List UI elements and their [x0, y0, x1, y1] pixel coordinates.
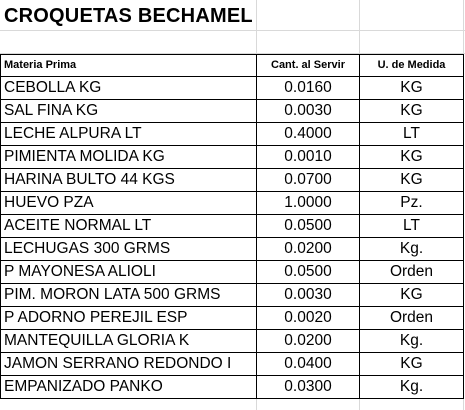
cell-cantidad[interactable]: 0.0020	[257, 307, 360, 330]
table-row	[1, 146, 464, 169]
cell-cantidad[interactable]: 0.0200	[257, 330, 360, 353]
cell-materia-prima[interactable]: MANTEQUILLA GLORIA K	[1, 330, 257, 353]
table-row	[1, 215, 464, 238]
cell-unidad[interactable]: Kg.	[360, 376, 464, 399]
cell-cantidad[interactable]: 0.0500	[257, 261, 360, 284]
sheet-title[interactable]: CROQUETAS BECHAMEL	[4, 5, 253, 27]
cell-cantidad[interactable]: 0.0010	[257, 146, 360, 169]
cell-unidad[interactable]: LT	[360, 123, 464, 146]
cell-unidad[interactable]: KG	[360, 284, 464, 307]
cell-unidad[interactable]: KG	[360, 146, 464, 169]
header-materia-prima[interactable]: Materia Prima	[1, 55, 257, 77]
table-row	[1, 307, 464, 330]
cell-unidad[interactable]: KG	[360, 77, 464, 100]
table-row	[1, 376, 464, 399]
table-row	[1, 238, 464, 261]
cell-cantidad[interactable]: 0.0160	[257, 77, 360, 100]
cell-materia-prima[interactable]: CEBOLLA KG	[1, 77, 257, 100]
cell-cantidad[interactable]: 0.0300	[257, 376, 360, 399]
header-row	[1, 55, 464, 77]
table-row	[1, 100, 464, 123]
cell-materia-prima[interactable]: HUEVO PZA	[1, 192, 257, 215]
cell-unidad[interactable]: Orden	[360, 307, 464, 330]
table-row	[1, 330, 464, 353]
cell-materia-prima[interactable]: LECHUGAS 300 GRMS	[1, 238, 257, 261]
cell-cantidad[interactable]: 0.0400	[257, 353, 360, 376]
cell-cantidad[interactable]: 0.0500	[257, 215, 360, 238]
table-row	[1, 123, 464, 146]
cell-unidad[interactable]: Orden	[360, 261, 464, 284]
cell-materia-prima[interactable]: PIMIENTA MOLIDA KG	[1, 146, 257, 169]
cell-unidad[interactable]: KG	[360, 100, 464, 123]
cell-cantidad[interactable]: 1.0000	[257, 192, 360, 215]
cell-cantidad[interactable]: 0.0030	[257, 284, 360, 307]
cell-materia-prima[interactable]: HARINA BULTO 44 KGS	[1, 169, 257, 192]
table-row	[1, 353, 464, 376]
cell-unidad[interactable]: KG	[360, 353, 464, 376]
cell-unidad[interactable]: LT	[360, 215, 464, 238]
cell-materia-prima[interactable]: P MAYONESA ALIOLI	[1, 261, 257, 284]
cell-materia-prima[interactable]: LECHE ALPURA LT	[1, 123, 257, 146]
table-row	[1, 169, 464, 192]
table-row	[1, 284, 464, 307]
cell-cantidad[interactable]: 0.0700	[257, 169, 360, 192]
cell-cantidad[interactable]: 0.0030	[257, 100, 360, 123]
header-cantidad[interactable]: Cant. al Servir	[257, 55, 360, 77]
cell-unidad[interactable]: KG	[360, 169, 464, 192]
cell-unidad[interactable]: Kg.	[360, 330, 464, 353]
cell-materia-prima[interactable]: JAMON SERRANO REDONDO I	[1, 353, 257, 376]
cell-unidad[interactable]: Kg.	[360, 238, 464, 261]
table-row	[1, 261, 464, 284]
table-row	[1, 192, 464, 215]
cell-cantidad[interactable]: 0.0200	[257, 238, 360, 261]
ingredients-table	[0, 54, 464, 399]
cell-materia-prima[interactable]: P ADORNO PEREJIL ESP	[1, 307, 257, 330]
cell-materia-prima[interactable]: EMPANIZADO PANKO	[1, 376, 257, 399]
cell-materia-prima[interactable]: PIM. MORON LATA 500 GRMS	[1, 284, 257, 307]
cell-cantidad[interactable]: 0.4000	[257, 123, 360, 146]
header-unidad[interactable]: U. de Medida	[360, 55, 464, 77]
cell-materia-prima[interactable]: SAL FINA KG	[1, 100, 257, 123]
table-row	[1, 77, 464, 100]
grid-row-line	[0, 30, 465, 31]
cell-materia-prima[interactable]: ACEITE NORMAL LT	[1, 215, 257, 238]
cell-unidad[interactable]: Pz.	[360, 192, 464, 215]
